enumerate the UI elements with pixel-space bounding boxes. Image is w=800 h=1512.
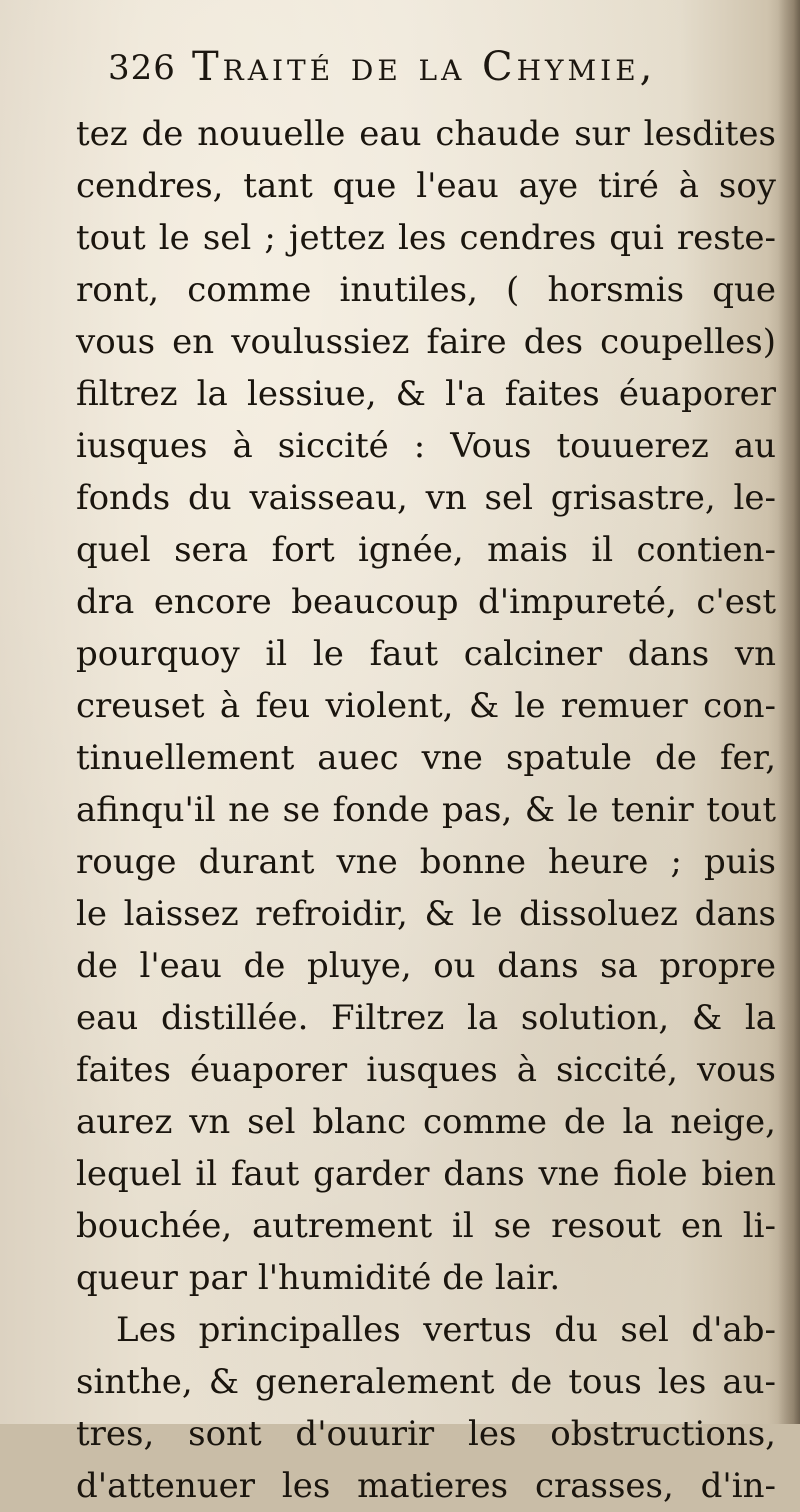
running-title: Traité de la Chymie, (192, 44, 657, 90)
text-line: bouchée, autrement il se resout en li- (76, 1206, 776, 1246)
text-line: iusques à siccité : Vous touuerez au (76, 426, 776, 466)
page-edge-shadow (778, 0, 800, 1424)
text-line: tres, sont d'ouurir les obstructions, (76, 1414, 776, 1454)
text-line: tinuellement auec vne spatule de fer, (76, 738, 776, 778)
text-line: afinqu'il ne se fonde pas, & le tenir tout (76, 790, 776, 830)
text-line: creuset à feu violent, & le remuer con- (76, 686, 776, 726)
text-line: d'attenuer les matieres crasses, d'in- (76, 1466, 776, 1506)
text-line: le laissez refroidir, & le dissoluez dans (76, 894, 776, 934)
text-line: faites éuaporer iusques à siccité, vous (76, 1050, 776, 1090)
text-line: sinthe, & generalement de tous les au- (76, 1362, 776, 1402)
text-line: de l'eau de pluye, ou dans sa propre (76, 946, 776, 986)
text-line: cendres, tant que l'eau aye tiré à soy (76, 166, 776, 206)
text-line: vous en voulussiez faire des coupelles) (76, 322, 776, 362)
body-text (76, 108, 776, 1512)
text-line: pourquoy il le faut calciner dans vn (76, 634, 776, 674)
text-line: filtrez la lessiue, & l'a faites éuaporer (76, 374, 776, 414)
text-line: aurez vn sel blanc comme de la neige, (76, 1102, 776, 1142)
page-number: 326 (108, 48, 176, 88)
text-line: dra encore beaucoup d'impureté, c'est (76, 582, 776, 622)
text-line: tez de nouuelle eau chaude sur lesdites (76, 114, 776, 154)
text-line: fonds du vaisseau, vn sel grisastre, le- (76, 478, 776, 518)
text-line: Les principalles vertus du sel d'ab- (116, 1310, 776, 1350)
running-header (108, 38, 768, 102)
text-line: quel sera fort ignée, mais il contien- (76, 530, 776, 570)
text-line: rouge durant vne bonne heure ; puis (76, 842, 776, 882)
text-line: ront, comme inutiles, ( horsmis que (76, 270, 776, 310)
text-line: eau distillée. Filtrez la solution, & la (76, 998, 776, 1038)
text-line: queur par l'humidité de lair. (76, 1258, 561, 1298)
text-line: lequel il faut garder dans vne fiole bien (76, 1154, 776, 1194)
text-line: tout le sel ; jettez les cendres qui reste- (76, 218, 776, 258)
